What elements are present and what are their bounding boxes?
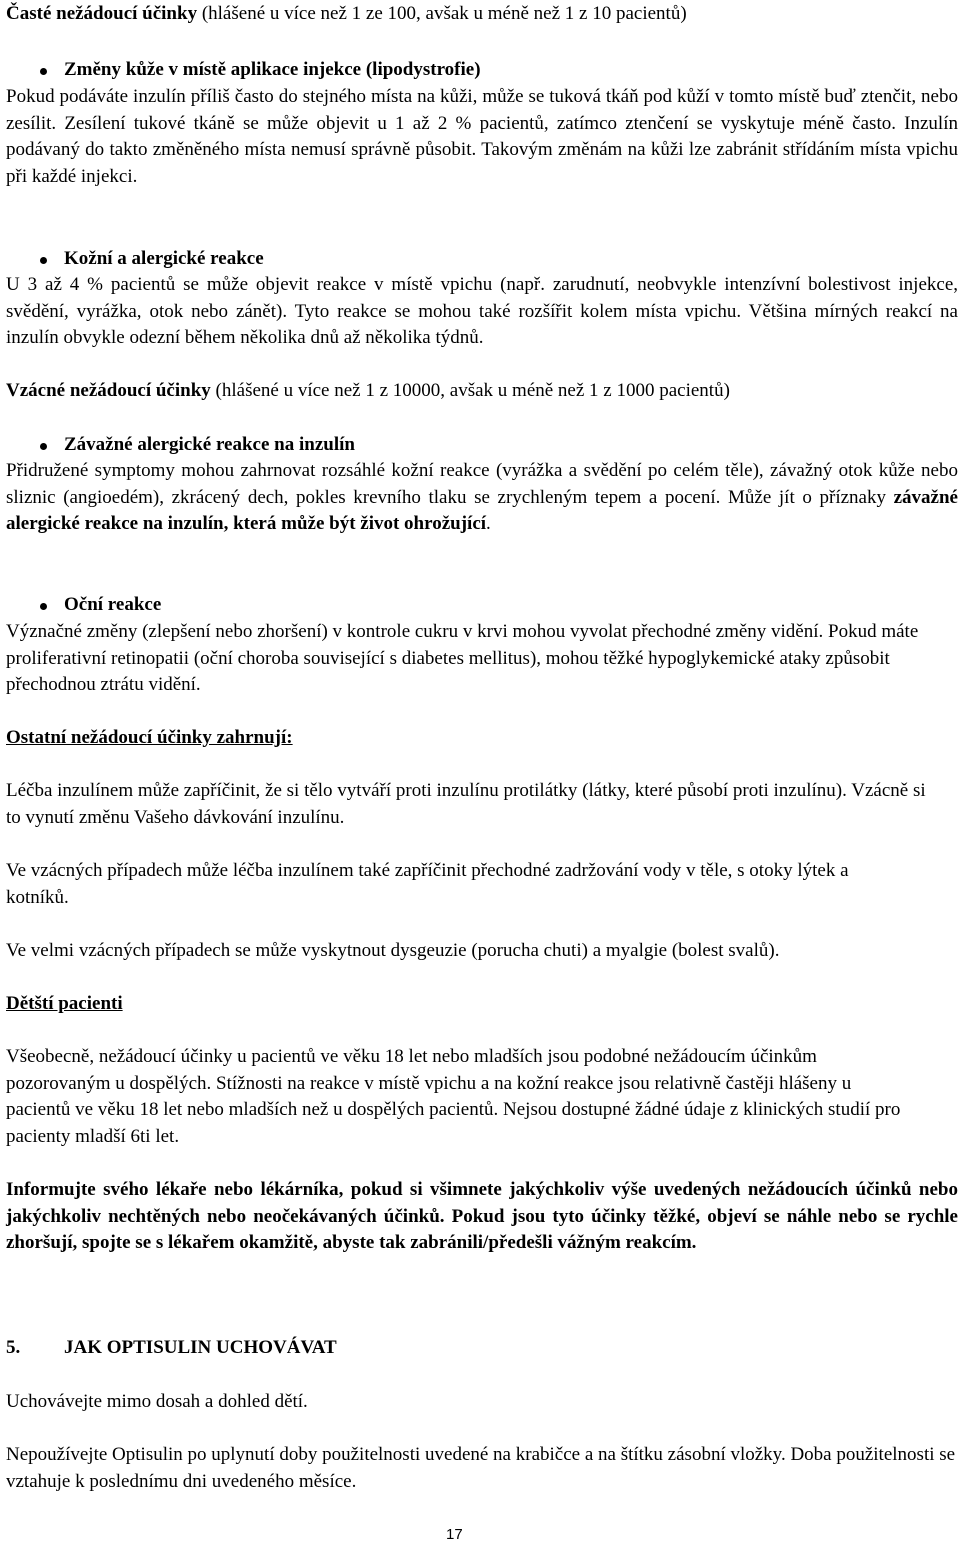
rare-effects-frequency: (hlášené u více než 1 z 10000, avšak u méně než 1 z 1000 pacientů) [210, 380, 730, 401]
allergic-text-part: Přidružené symptomy mohou zahrnovat rozsáhlé kožní reakce (vyrážka a svědění po celém těle), závažný otok kůže nebo sliznic (angioedém), zkrácený dech, pokles krevního tlaku se zrychleným tepem a pocení. Může jít o příznaky [6, 460, 958, 508]
page-number: 17 [446, 1526, 463, 1543]
allergic-warning-bold: závažné alergické reakce na inzulín, která může být život ohrožující [6, 486, 958, 534]
lipodystrophy-text: Pokud podáváte inzulín příliš často do stejného místa na kůži, může se tuková tkáň pod kůží v tomto místě buď ztenčit, nebo zesílit. Zesílení tukové tkáně se může objevit u 1 až 2 % pacientů, zatímco ztenčení se vyskytuje méně často. Inzulín podávaný do takto změněného místa nemusí správně působit. Takovým změnám na kůži lze zabránit střídáním místa vpichu při každé injekci. [6, 86, 958, 187]
pediatric-title: Dětští pacienti [6, 993, 123, 1014]
water-retention-paragraph: Ve vzácných případech může léčba inzulínem také zapříčinit přechodné zadržování vody v těle, s otoky lýtek a kotníků. [6, 860, 849, 908]
pediatric-heading [6, 991, 958, 1018]
allergic-text-end: . [486, 513, 491, 534]
common-effects-frequency: (hlášené u více než 1 ze 100, avšak u méně než 1 z 10 pacientů) [197, 3, 687, 24]
other-effects-title: Ostatní nežádoucí účinky zahrnují: [6, 727, 293, 748]
bullet-icon [40, 68, 47, 75]
expiry-text: Nepoužívejte Optisulin po uplynutí doby použitelnosti uvedené na krabičce a na štítku zásobní vložky. Doba použitelnosti se vztahuje k poslednímu dni uvedeného měsíce. [6, 1444, 956, 1492]
section-title: JAK OPTISULIN UCHOVÁVAT [64, 1337, 337, 1358]
common-effects-title: Časté nežádoucí účinky [6, 3, 198, 24]
rare-effects-title: Vzácné nežádoucí účinky [6, 380, 211, 401]
inform-doctor-warning [6, 1177, 958, 1257]
dysgeusia-paragraph: Ve velmi vzácných případech se může vyskytnout dysgeuzie (porucha chuti) a myalgie (bolest svalů). [6, 940, 780, 961]
bullet-icon [40, 603, 47, 610]
rare-effects-heading [6, 378, 958, 405]
allergic-reactions-item [6, 432, 958, 459]
skin-reactions-item [6, 246, 958, 273]
allergic-reactions-text [6, 458, 958, 538]
common-effects-heading [6, 1, 958, 28]
bullet-icon [40, 443, 47, 450]
allergic-reactions-title: Závažné alergické reakce na inzulín [64, 434, 355, 455]
skin-reactions-title: Kožní a alergické reakce [64, 248, 264, 269]
lipodystrophy-title: Změny kůže v místě aplikace injekce (lipodystrofie) [64, 59, 481, 80]
storage-children-text: Uchovávejte mimo dosah a dohled dětí. [6, 1391, 308, 1412]
pediatric-text: Všeobecně, nežádoucí účinky u pacientů ve věku 18 let nebo mladších jsou podobné nežádoucím účinkům pozorovaným u dospělých. Stížnosti na reakce v místě vpichu a na kožní reakce jsou relativně častěji hlášeny u pacientů ve věku 18 let nebo mladších než u dospělých pacientů. Nejsou dostupné žádné údaje z klinických studií pro pacienty mladší 6ti let. [6, 1046, 901, 1147]
bullet-icon [40, 257, 47, 264]
eye-reactions-text: Význačné změny (zlepšení nebo zhoršení) v kontrole cukru v krvi mohou vyvolat přechodné změny vidění. Pokud máte proliferativní retinopatii (oční choroba související s diabetes mellitus), mohou těžké hypoglykemické ataky způsobit přechodnou ztrátu vidění. [6, 621, 919, 695]
eye-reactions-item [6, 592, 958, 619]
eye-reactions-title: Oční reakce [64, 594, 162, 615]
section-5-heading [6, 1335, 958, 1362]
skin-reactions-text: U 3 až 4 % pacientů se může objevit reakce v místě vpichu (např. zarudnutí, neobvykle intenzívní bolestivost injekce, svědění, vyrážka, otok nebo zánět). Tyto reakce se mohou také rozšířit kolem místa vpichu. Většina mírných reakcí na inzulín obvykle odezní během několika dnů až několika týdnů. [6, 274, 958, 348]
lipodystrophy-item [6, 57, 958, 84]
antibodies-paragraph: Léčba inzulínem může zapříčinit, že si tělo vytváří proti inzulínu protilátky (látky, které působí proti inzulínu). Vzácně si to vynutí změnu Vašeho dávkování inzulínu. [6, 780, 926, 828]
inform-doctor-text: Informujte svého lékaře nebo lékárníka, pokud si všimnete jakýchkoliv výše uvedených nežádoucích účinků nebo jakýchkoliv nechtěných nebo neočekávaných účinků. Pokud jsou tyto účinky těžké, objeví se náhle nebo se rychle zhoršují, spojte se s lékařem okamžitě, abyste tak zabránili/předešli vážným reakcím. [6, 1179, 958, 1253]
section-number: 5. [6, 1337, 21, 1358]
other-effects-heading [6, 725, 958, 752]
